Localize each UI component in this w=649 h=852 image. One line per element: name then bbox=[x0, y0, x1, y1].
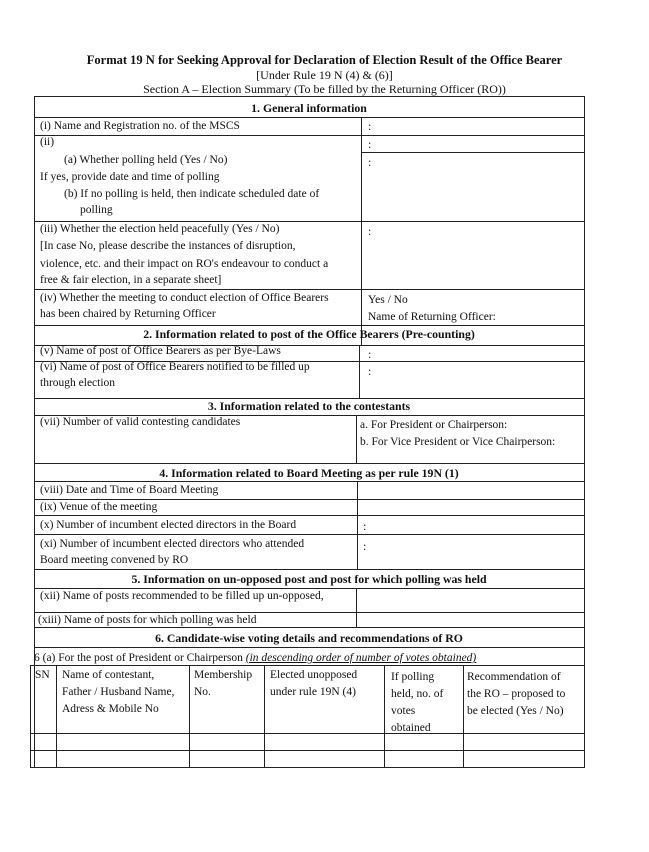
col-recommendation-line1: Recommendation of bbox=[467, 671, 561, 683]
section-heading: Section A – Election Summary (To be filled by the Returning Officer (RO)) bbox=[143, 82, 506, 96]
col-sn-header: SN bbox=[35, 669, 50, 681]
section-5-title: 5. Information on un-opposed post and post for which polling was held bbox=[131, 572, 487, 586]
item-ix-label: (ix) Venue of the meeting bbox=[40, 501, 158, 513]
col-polling-line3: votes bbox=[391, 705, 416, 717]
col-polling-line1: If polling bbox=[391, 671, 435, 683]
item-ii-label: (ii) bbox=[40, 136, 55, 148]
item-iii-colon: : bbox=[368, 224, 372, 238]
item-xi-colon: : bbox=[363, 539, 367, 553]
col-name-line1: Name of contestant, bbox=[62, 669, 155, 681]
section-3-title: 3. Information related to the contestants bbox=[207, 399, 411, 413]
item-ii-b-line1: (b) If no polling is held, then indicate scheduled date of bbox=[64, 188, 320, 200]
section-6-title: 6. Candidate-wise voting details and recommendations of RO bbox=[155, 631, 463, 645]
item-v-colon: : bbox=[368, 347, 372, 361]
rule-reference: [Under Rule 19 N (4) & (6)] bbox=[256, 68, 393, 82]
item-ii-if-yes: If yes, provide date and time of polling bbox=[40, 171, 220, 183]
item-ii-colon-2: : bbox=[368, 155, 372, 169]
col-recommendation-line2: the RO – proposed to bbox=[467, 688, 566, 700]
item-vii-label: (vii) Number of valid contesting candidates bbox=[40, 416, 241, 428]
item-vii-b: b. For Vice President or Vice Chairperson: bbox=[360, 436, 556, 448]
item-vi-line2: through election bbox=[40, 377, 116, 389]
col-name-line2: Father / Husband Name, bbox=[62, 686, 175, 698]
item-iv-line1: (iv) Whether the meeting to conduct election of Office Bearers bbox=[40, 292, 329, 304]
col-polling-line4: obtained bbox=[391, 722, 431, 734]
item-viii-label: (viii) Date and Time of Board Meeting bbox=[40, 484, 219, 496]
item-vi-colon: : bbox=[368, 364, 372, 378]
col-membership-line1: Membership bbox=[194, 669, 253, 681]
col-elected-line1: Elected unopposed bbox=[270, 669, 358, 681]
item-x-label: (x) Number of incumbent elected directors in the Board bbox=[40, 519, 297, 531]
col-elected-line2: under rule 19N (4) bbox=[270, 686, 356, 698]
item-iii-line2: [In case No, please describe the instances of disruption, bbox=[40, 240, 296, 252]
item-ii-a: (a) Whether polling held (Yes / No) bbox=[64, 154, 228, 166]
item-iv-line2: has been chaired by Returning Officer bbox=[40, 308, 216, 320]
col-membership-line2: No. bbox=[194, 686, 211, 698]
item-v-label: (v) Name of post of Office Bearers as per Bye-Laws bbox=[40, 345, 281, 357]
col-name-line3: Adress & Mobile No bbox=[62, 703, 159, 715]
item-x-colon: : bbox=[363, 519, 367, 533]
section-4-title: 4. Information related to Board Meeting as per rule 19N (1) bbox=[159, 466, 459, 480]
item-xiii-label: (xiii) Name of posts for which polling was held bbox=[38, 614, 257, 626]
item-iii-line4: free & fair election, in a separate sheet] bbox=[40, 274, 222, 286]
item-i-label: (i) Name and Registration no. of the MSCS bbox=[40, 120, 240, 132]
col-polling-line2: held, no. of bbox=[391, 688, 444, 700]
item-vi-line1: (vi) Name of post of Office Bearers notified to be filled up bbox=[40, 361, 310, 373]
item-vii-a: a. For President or Chairperson: bbox=[360, 419, 508, 431]
item-iv-yes-no: Yes / No bbox=[368, 294, 408, 306]
item-xii-label: (xii) Name of posts recommended to be filled up un-opposed, bbox=[40, 590, 324, 602]
section-6a-heading bbox=[34, 650, 476, 666]
section-6a-label: 6 (a) For the post of President or Chairperson bbox=[34, 652, 246, 664]
item-iii-line1: (iii) Whether the election held peacefully (Yes / No) bbox=[40, 223, 280, 235]
form-title: Format 19 N for Seeking Approval for Declaration of Election Result of the Office Bearer bbox=[86, 53, 563, 67]
section-6a-order-note: (in descending order of number of votes obtained) bbox=[245, 652, 477, 664]
item-iii-line3: violence, etc. and their impact on RO's endeavour to conduct a bbox=[40, 258, 329, 270]
item-ii-colon-1: : bbox=[368, 137, 372, 151]
item-ii-b-line2: polling bbox=[80, 204, 113, 216]
item-xi-line1: (xi) Number of incumbent elected directors who attended bbox=[40, 538, 305, 550]
item-xi-line2: Board meeting convened by RO bbox=[40, 554, 189, 566]
item-i-colon: : bbox=[368, 119, 372, 133]
section-2-title: 2. Information related to post of the Office Bearers (Pre-counting) bbox=[143, 327, 475, 341]
item-iv-ro-name: Name of Returning Officer: bbox=[368, 311, 496, 323]
col-recommendation-line3: be elected (Yes / No) bbox=[467, 705, 564, 717]
section-1-title: 1. General information bbox=[251, 101, 367, 115]
